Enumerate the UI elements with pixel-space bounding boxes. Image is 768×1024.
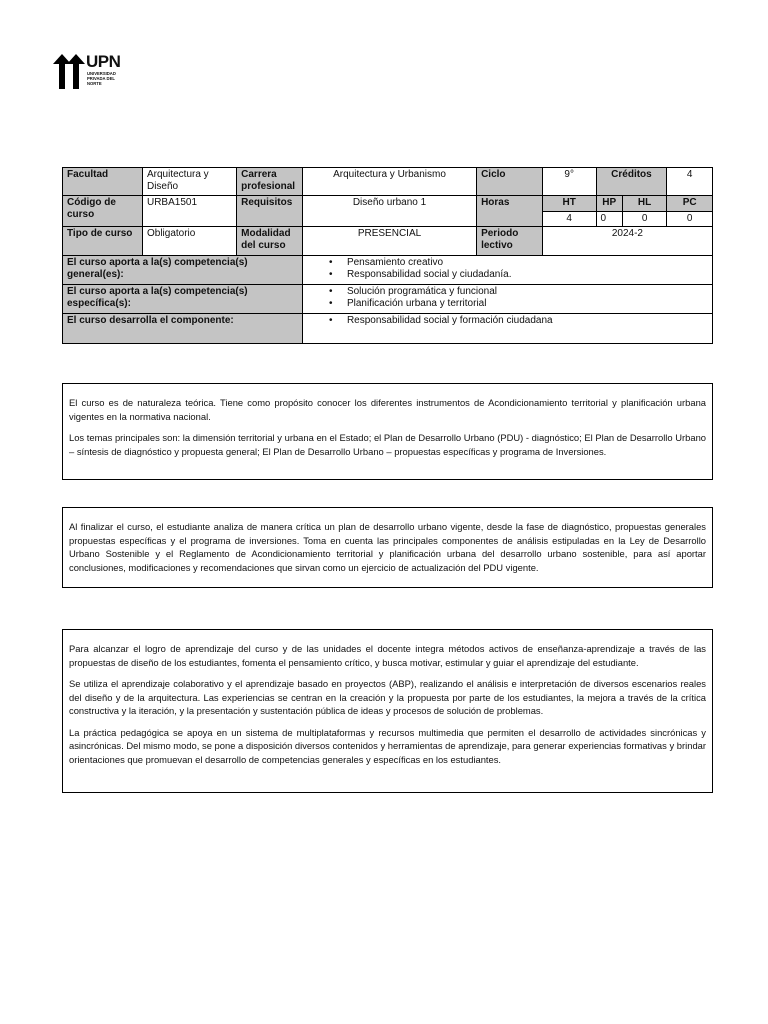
list-item: • Responsabilidad social y formación ciudadana bbox=[347, 315, 708, 327]
hl-label: HL bbox=[622, 196, 667, 212]
facultad-value: Arquitectura y Diseño bbox=[142, 168, 236, 196]
list-item: • Planificación urbana y territorial bbox=[347, 298, 708, 310]
logo-brand: UPN bbox=[86, 52, 121, 71]
horas-label: Horas bbox=[477, 196, 543, 227]
sumilla-box bbox=[62, 383, 713, 480]
sumilla-paragraph-1: El curso es de naturaleza teórica. Tiene como propósito conocer los diferentes instrumentos de Acondicionamiento territorial y planificación urbana vigentes en la normativa nacional. bbox=[69, 397, 706, 422]
creditos-label: Créditos bbox=[596, 168, 667, 196]
logro-box bbox=[62, 507, 713, 588]
list-item: • Solución programática y funcional bbox=[347, 286, 708, 298]
ht-value: 4 bbox=[542, 212, 596, 227]
carrera-label: Carrera profesional bbox=[237, 168, 303, 196]
logro-paragraph: Al finalizar el curso, el estudiante analiza de manera crítica un plan de desarrollo urbano vigente, desde la fase de diagnóstico, propuestas generales propuestas específicas y el programa de inversiones. Toma en cuenta las principales componentes de análisis estipuladas en la Ley de Desarrollo Urbano Sostenible y el Reglamento de Acondicionamiento territorial y planificación urbana del desarrollo urbano sostenible, para así aportar conclusiones, modificaciones y recomendaciones que sirvan como un ejercicio de actualización del PDU vigente. bbox=[69, 521, 706, 573]
list-item: • Responsabilidad social y ciudadanía. bbox=[347, 269, 708, 281]
requisitos-label: Requisitos bbox=[237, 196, 303, 227]
metodologia-paragraph-2: Se utiliza el aprendizaje colaborativo y el aprendizaje basado en proyectos (ABP), realizando el análisis e interpretación de diversos escenarios reales del diseño y de la arquitectura. Las experiencias se centran en la creación y la propuesta por parte de los estudiantes, la mejora a través de la crítica constructiva y la iteración, y la presentación y sustentación pública de ideas y procesos de solución de problemas. bbox=[69, 678, 706, 716]
pc-value: 0 bbox=[667, 212, 713, 227]
course-info-table bbox=[62, 167, 713, 344]
competencias-especificas-label: El curso aporta a la(s) competencia(s) específica(s): bbox=[63, 285, 303, 314]
periodo-label: Periodo lectivo bbox=[477, 227, 543, 256]
ht-label: HT bbox=[542, 196, 596, 212]
tipo-label: Tipo de curso bbox=[63, 227, 143, 256]
codigo-label: Código de curso bbox=[63, 196, 143, 227]
carrera-value: Arquitectura y Urbanismo bbox=[302, 168, 476, 196]
requisitos-value: Diseño urbano 1 bbox=[302, 196, 476, 227]
metodologia-box bbox=[62, 629, 713, 793]
modalidad-value: PRESENCIAL bbox=[302, 227, 476, 256]
upn-logo bbox=[52, 52, 132, 92]
competencias-generales-list bbox=[302, 256, 712, 285]
hl-value: 0 bbox=[622, 212, 667, 227]
hp-label: HP bbox=[596, 196, 622, 212]
metodologia-paragraph-1: Para alcanzar el logro de aprendizaje del curso y de las unidades el docente integra métodos activos de enseñanza-aprendizaje a través de las propuestas de diseño de los estudiantes, fomenta el pensamiento crítico, y busca motivar, estimular y guiar el aprendizaje del estudiante. bbox=[69, 643, 706, 668]
componente-list bbox=[302, 314, 712, 344]
modalidad-label: Modalidad del curso bbox=[237, 227, 303, 256]
competencias-especificas-list bbox=[302, 285, 712, 314]
periodo-value: 2024-2 bbox=[542, 227, 712, 256]
list-item: • Pensamiento creativo bbox=[347, 257, 708, 269]
pc-label: PC bbox=[667, 196, 713, 212]
sumilla-paragraph-2: Los temas principales son: la dimensión territorial y urbana en el Estado; el Plan de Desarrollo Urbano (PDU) - diagnóstico; El Plan de Desarrollo Urbano – síntesis de diagnóstico y propuesta general; El Plan de Desarrollo Urbano – propuestas específicas y programa de Inversiones. bbox=[69, 432, 706, 457]
creditos-value: 4 bbox=[667, 168, 713, 196]
upn-arrows-logo-icon bbox=[52, 52, 86, 90]
hp-value: 0 bbox=[596, 212, 622, 227]
logo-subtitle: UNIVERSIDAD PRIVADA DEL NORTE bbox=[87, 71, 116, 86]
ciclo-label: Ciclo bbox=[477, 168, 543, 196]
ciclo-value: 9° bbox=[542, 168, 596, 196]
metodologia-paragraph-3: La práctica pedagógica se apoya en un sistema de multiplataformas y recursos multimedia que permiten el desarrollo de actividades sincrónicas y asincrónicas. Del mismo modo, se pone a disposición diversos contenidos y herramientas de aprendizaje, para generar experiencias formativas y brindar orientaciones que promuevan el desarrollo de competencias generales y específicas en los estudiantes. bbox=[69, 726, 706, 765]
competencias-generales-label: El curso aporta a la(s) competencia(s) general(es): bbox=[63, 256, 303, 285]
facultad-label: Facultad bbox=[63, 168, 143, 196]
tipo-value: Obligatorio bbox=[142, 227, 236, 256]
codigo-value: URBA1501 bbox=[142, 196, 236, 227]
componente-label: El curso desarrolla el componente: bbox=[63, 314, 303, 344]
